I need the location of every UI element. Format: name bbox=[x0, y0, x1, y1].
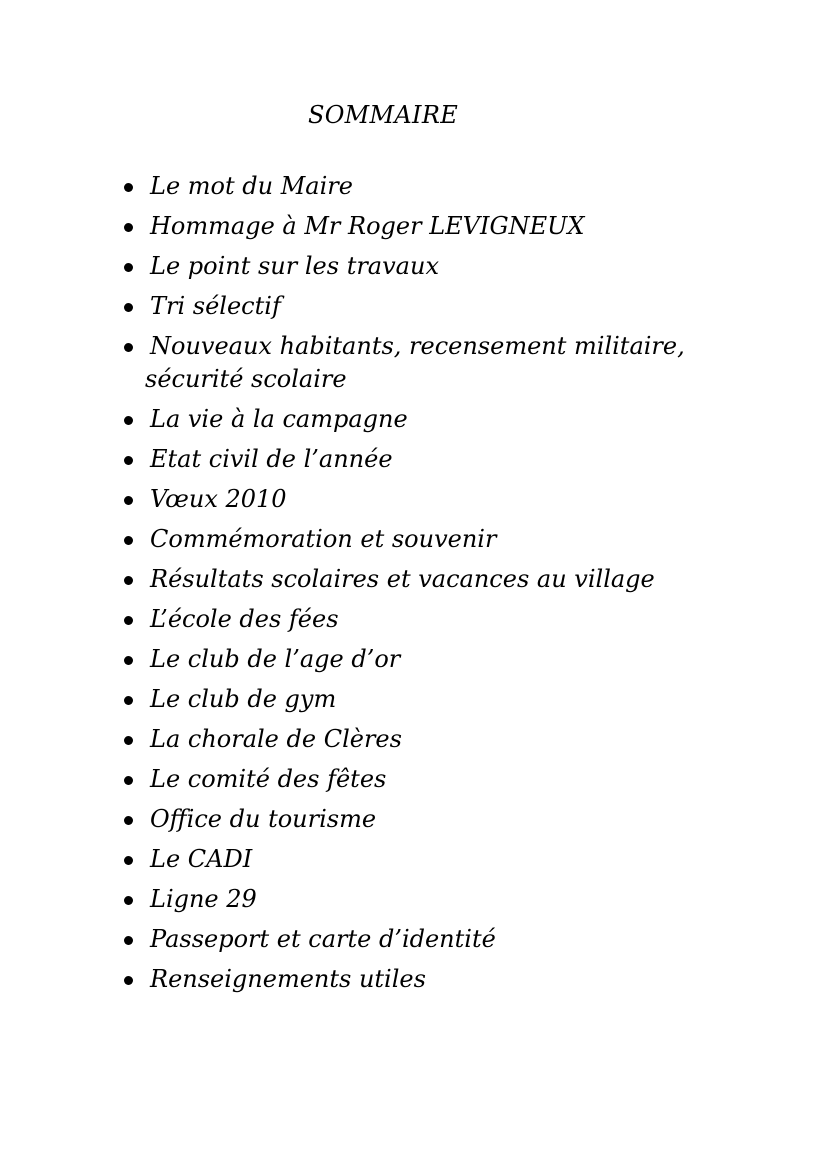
bullet-icon bbox=[124, 616, 133, 625]
list-item-label: Renseignements utiles bbox=[150, 965, 426, 993]
list-item-label: Le club de gym bbox=[150, 685, 337, 713]
bullet-icon bbox=[124, 696, 133, 705]
list-item-label: Hommage à Mr Roger LEVIGNEUX bbox=[150, 212, 585, 240]
bullet-icon bbox=[124, 736, 133, 745]
bullet-icon bbox=[124, 183, 133, 192]
bullet-icon bbox=[124, 456, 133, 465]
list-item bbox=[0, 330, 685, 396]
bullet-icon bbox=[124, 536, 133, 545]
bullet-icon bbox=[124, 343, 133, 352]
list-item bbox=[0, 763, 650, 796]
list-item-label: Vœux 2010 bbox=[150, 485, 287, 513]
list-item bbox=[0, 290, 650, 323]
page-title: SOMMAIRE bbox=[307, 101, 459, 129]
list-item bbox=[0, 210, 650, 243]
list-item bbox=[0, 923, 650, 956]
bullet-icon bbox=[124, 936, 133, 945]
table-of-contents bbox=[0, 170, 827, 1003]
list-item bbox=[0, 443, 650, 476]
bullet-icon bbox=[124, 416, 133, 425]
bullet-icon bbox=[124, 303, 133, 312]
list-item-label: La vie à la campagne bbox=[150, 405, 408, 433]
bullet-icon bbox=[124, 223, 133, 232]
bullet-icon bbox=[124, 263, 133, 272]
list-item-label: Commémoration et souvenir bbox=[150, 525, 497, 553]
list-item bbox=[0, 563, 655, 596]
list-item bbox=[0, 843, 650, 876]
list-item bbox=[0, 643, 650, 676]
list-item-label: Ligne 29 bbox=[150, 885, 257, 913]
list-item bbox=[0, 963, 650, 996]
bullet-icon bbox=[124, 976, 133, 985]
list-item bbox=[0, 170, 650, 203]
bullet-icon bbox=[124, 816, 133, 825]
list-item-label: Nouveaux habitants, recensement militaire, bbox=[150, 332, 685, 360]
bullet-icon bbox=[124, 776, 133, 785]
list-item-label: L’école des fées bbox=[150, 605, 339, 633]
list-item-label: Résultats scolaires et vacances au village bbox=[150, 565, 655, 593]
bullet-icon bbox=[124, 576, 133, 585]
list-item-label: Le mot du Maire bbox=[150, 172, 353, 200]
list-item-label: Tri sélectif bbox=[150, 292, 281, 320]
list-item bbox=[0, 483, 650, 516]
list-item-label: La chorale de Clères bbox=[150, 725, 402, 753]
list-item bbox=[0, 683, 650, 716]
list-item bbox=[0, 603, 650, 636]
list-item bbox=[0, 523, 650, 556]
bullet-icon bbox=[124, 896, 133, 905]
list-item-label: Passeport et carte d’identité bbox=[150, 925, 496, 953]
list-item bbox=[0, 803, 650, 836]
list-item-label: Le comité des fêtes bbox=[150, 765, 387, 793]
bullet-icon bbox=[124, 656, 133, 665]
list-item-label: Etat civil de l’année bbox=[150, 445, 393, 473]
list-item bbox=[0, 883, 650, 916]
list-item-label: Le CADI bbox=[150, 845, 253, 873]
list-item bbox=[0, 403, 650, 436]
list-item-label: Le club de l’age d’or bbox=[150, 645, 401, 673]
list-item-label: Office du tourisme bbox=[150, 805, 377, 833]
list-item bbox=[0, 250, 650, 283]
bullet-icon bbox=[124, 856, 133, 865]
list-item-label: Le point sur les travaux bbox=[150, 252, 439, 280]
bullet-icon bbox=[124, 496, 133, 505]
list-item-label-continuation: sécurité scolaire bbox=[145, 365, 347, 393]
list-item bbox=[0, 723, 650, 756]
